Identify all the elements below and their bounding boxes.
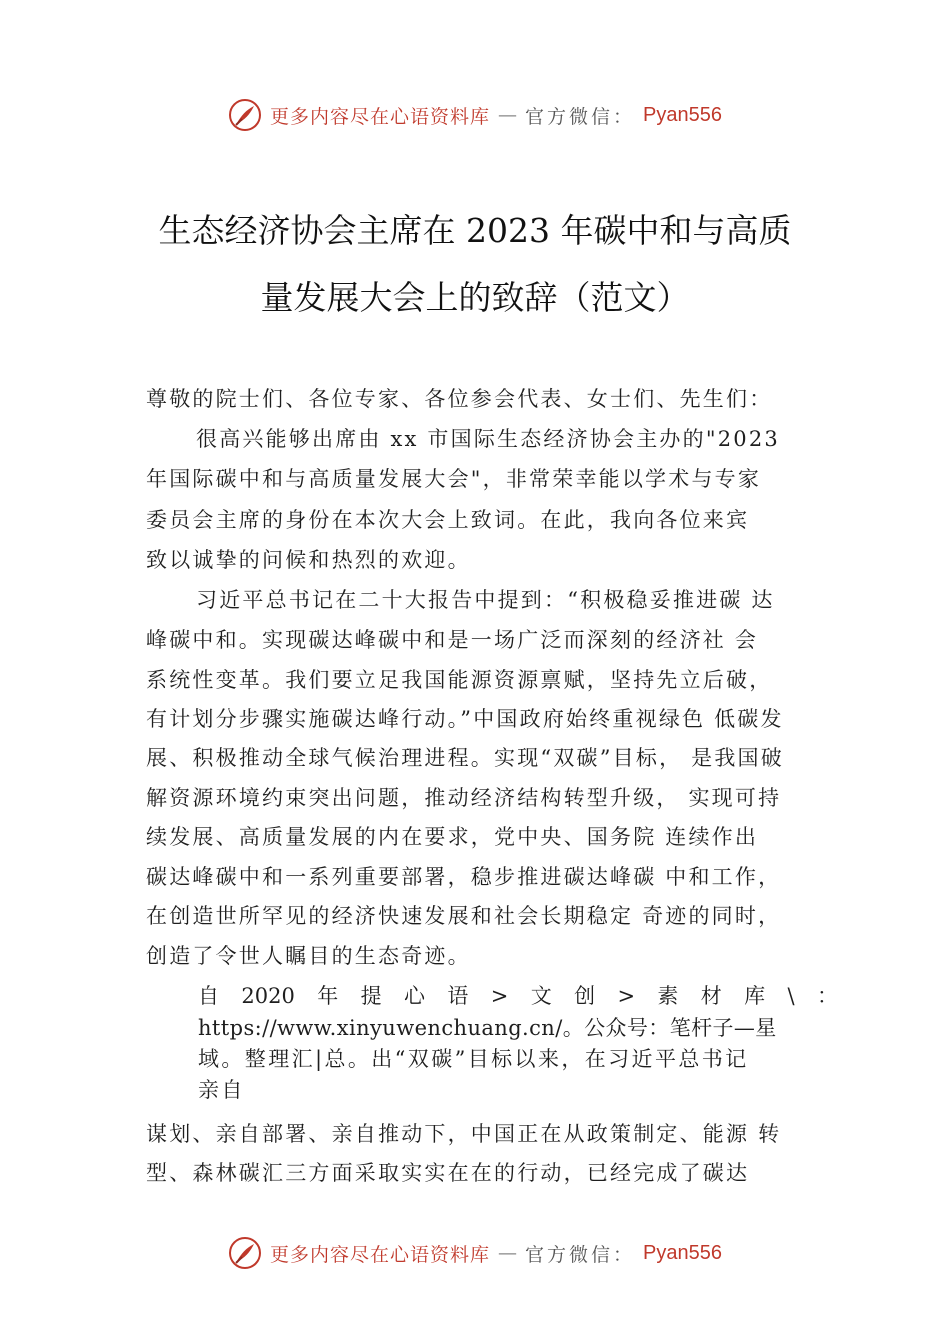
quote-token: 提 xyxy=(360,984,382,1008)
quote-token: > xyxy=(490,984,509,1008)
watermark-separator: — xyxy=(498,104,518,126)
paragraph-2-line-8: 碳达峰碳中和一系列重要部署，稳步推进碳达峰碳 中和工作， xyxy=(146,865,782,889)
quote-line-2: 域。整理汇|总。出“双碳”目标以来，在习近平总书记 xyxy=(198,1047,749,1071)
salutation: 尊敬的院士们、各位专家、各位参会代表、女士们、先生们： xyxy=(146,387,773,411)
paragraph-2-line-10: 创造了令世人瞩目的生态奇迹。 xyxy=(146,944,471,968)
document-title-line-1: 生态经济协会主席在 2023 年碳中和与高质 xyxy=(158,211,792,250)
footer-watermark xyxy=(0,1233,950,1273)
header-watermark xyxy=(0,95,950,135)
paragraph-1-line-1: 很高兴能够出席由 xx 市国际生态经济协会主办的"2023 xyxy=(196,427,780,451)
paragraph-2-line-6: 解资源环境约束突出问题，推动经济结构转型升级， 实现可持 xyxy=(146,786,782,810)
paragraph-1-line-4: 致以诚挚的问候和热烈的欢迎。 xyxy=(146,548,471,572)
quote-token: > xyxy=(617,984,636,1008)
paragraph-1-line-3: 委员会主席的身份在本次大会上致词。在此，我向各位来宾 xyxy=(146,508,750,532)
paragraph-2-line-5: 展、积极推动全球气候治理进程。实现“双碳”目标， 是我国破 xyxy=(146,746,784,770)
document-title-line-2: 量发展大会上的致辞（范文） xyxy=(260,278,690,317)
quote-spread-line xyxy=(198,983,838,1009)
quill-logo-icon xyxy=(228,1236,262,1270)
quote-token: 素 xyxy=(657,984,679,1008)
quote-token: 语 xyxy=(447,984,469,1008)
paragraph-2-line-4: 有计划分步骤实施碳达峰行动。”中国政府始终重视绿色 低碳发 xyxy=(146,707,784,731)
watermark-wechat-id: Pyan556 xyxy=(643,103,722,126)
watermark-contact-label: 官方微信： xyxy=(525,1243,636,1266)
quote-token: 创 xyxy=(574,984,596,1008)
quote-token: 心 xyxy=(403,984,425,1008)
paragraph-3-line-2: 型、森林碳汇三方面采取实实在在的行动，已经完成了碳达 xyxy=(146,1161,750,1185)
quote-token: 材 xyxy=(700,984,722,1008)
quote-token: \ xyxy=(787,984,795,1008)
quote-line-3: 亲自 xyxy=(198,1078,245,1102)
watermark-contact-label: 官方微信： xyxy=(525,105,636,128)
paragraph-2-line-2: 峰碳中和。实现碳达峰碳中和是一场广泛而深刻的经济社 会 xyxy=(146,628,759,652)
paragraph-2-line-1: 习近平总书记在二十大报告中提到：“积极稳妥推进碳 达 xyxy=(196,588,775,612)
quote-line-url: https://www.xinyuwenchuang.cn/。公众号：笔杆子—星 xyxy=(198,1016,777,1040)
paragraph-2-line-9: 在创造世所罕见的经济快速发展和社会长期稳定 奇迹的同时， xyxy=(146,904,782,928)
quote-token: 库 xyxy=(744,984,766,1008)
quote-token: 年 xyxy=(317,984,339,1008)
quote-token: 自 xyxy=(198,984,219,1008)
watermark-brand: 更多内容尽在心语资料库 xyxy=(270,105,491,128)
quote-token: 2020 xyxy=(241,984,295,1008)
watermark-brand: 更多内容尽在心语资料库 xyxy=(270,1243,491,1266)
paragraph-2-line-3: 系统性变革。我们要立足我国能源资源禀赋，坚持先立后破， xyxy=(146,668,773,692)
paragraph-1-line-2: 年国际碳中和与高质量发展大会"，非常荣幸能以学术与专家 xyxy=(146,467,762,491)
quill-logo-icon xyxy=(228,98,262,132)
watermark-wechat-id: Pyan556 xyxy=(643,1241,722,1264)
paragraph-2-line-7: 续发展、高质量发展的内在要求，党中央、国务院 连续作出 xyxy=(146,825,759,849)
quote-token: 文 xyxy=(530,984,552,1008)
paragraph-3-line-1: 谋划、亲自部署、亲自推动下，中国正在从政策制定、能源 转 xyxy=(146,1122,782,1146)
quote-token: ： xyxy=(817,984,838,1008)
watermark-separator: — xyxy=(498,1242,518,1264)
